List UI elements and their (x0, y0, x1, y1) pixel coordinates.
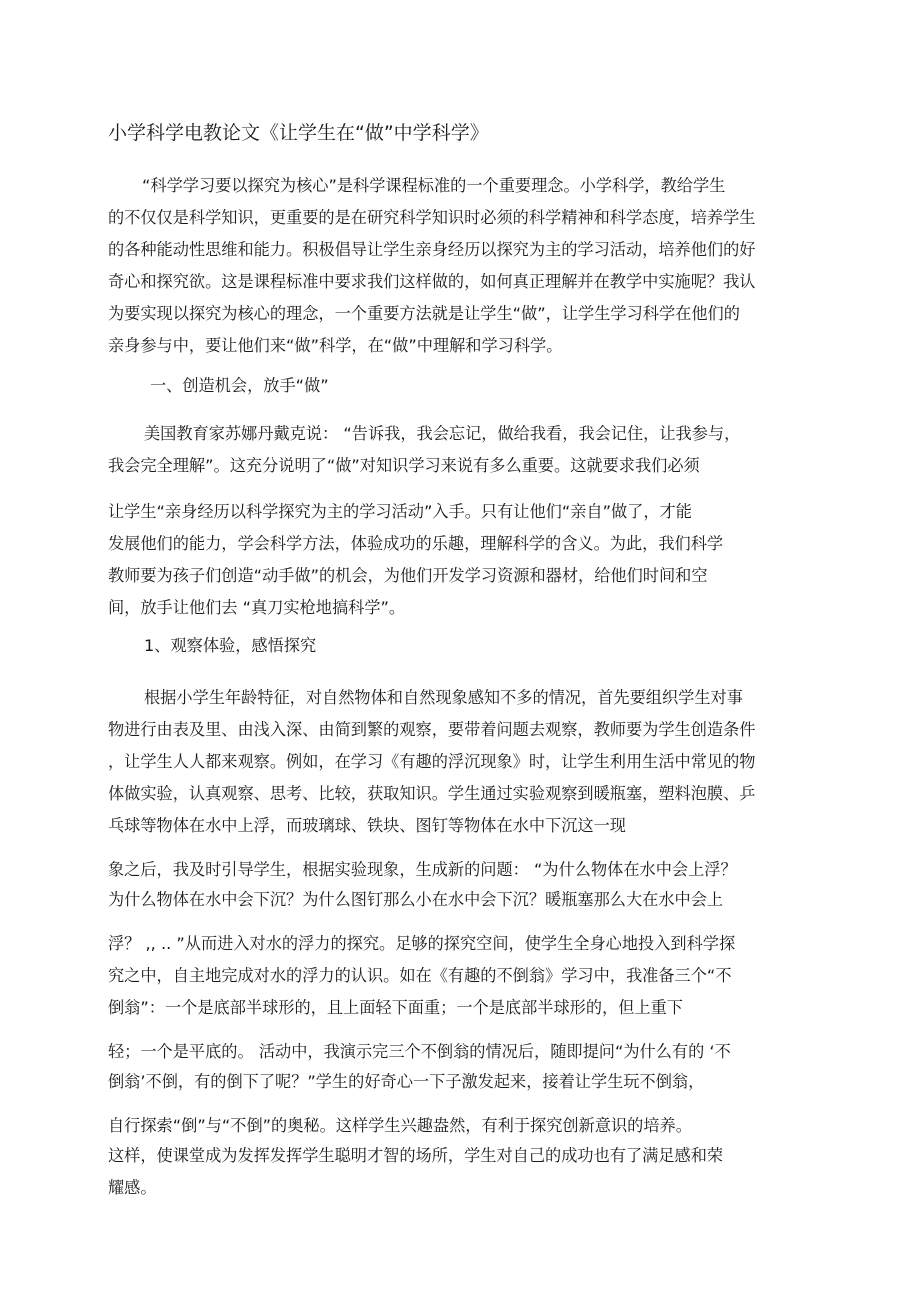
subsection-heading: 1、观察体验，感悟探究 (144, 636, 317, 655)
paragraph-line: 倒翁’不倒，有的倒下了呢？”学生的好奇心一下子激发起来，接着让学生玩不倒翁， (108, 1072, 705, 1091)
paragraph-line: 究之中，自主地完成对水的浮力的认识。如在《有趣的不倒翁》学习中，我准备三个“不 (108, 966, 732, 985)
section-heading: 一、创造机会，放手“做” (150, 376, 329, 395)
paragraph-line: “科学学习要以探究为核心”是科学课程标准的一个重要理念。小学科学，教给学生 (142, 176, 726, 195)
paragraph-line: 浮？ ,, .. ”从而进入对水的浮力的探究。足够的探究空间，使学生全身心地投入到科学探 (108, 934, 736, 953)
paragraph-line: 奇心和探究欲。这是课程标准中要求我们这样做的，如何真正理解并在教学中实施呢？我认 (108, 272, 756, 291)
paragraph-line: 象之后，我及时引导学生，根据实验现象，生成新的问题： “为什么物体在水中会上浮？ (108, 860, 737, 879)
paragraph-line: 让学生“亲身经历以科学探究为主的学习活动”入手。只有让他们“亲自”做了，才能 (108, 502, 692, 521)
paragraph-line: 我会完全理解”。这充分说明了“做”对知识学习来说有多么重要。这就要求我们必须 (108, 456, 700, 475)
paragraph-line: 的各种能动性思维和能力。积极倡导让学生亲身经历以探究为主的学习活动，培养他们的好 (108, 240, 756, 259)
paragraph-line: 物进行由表及里、由浅入深、由简到繁的观察，要带着问题去观察，教师要为学生创造条件 (108, 720, 756, 739)
paragraph-line: 体做实验，认真观察、思考、比较，获取知识。学生通过实验观察到暖瓶塞，塑料泡膜、乒 (108, 784, 756, 803)
paragraph-line: 美国教育家苏娜丹戴克说： “告诉我，我会忘记，做给我看，我会记住，让我参与， (144, 424, 741, 443)
paragraph-line: 这样，使课堂成为发挥发挥学生聪明才智的场所，学生对自己的成功也有了满足感和荣 (108, 1146, 724, 1165)
paragraph-line: 耀感。 (108, 1178, 157, 1197)
paragraph-line: 根据小学生年龄特征，对自然物体和自然现象感知不多的情况，首先要组织学生对事 (144, 688, 743, 707)
paragraph-line: 乓球等物体在水中上浮，而玻璃球、铁块、图钉等物体在水中下沉这一现 (108, 816, 626, 835)
paragraph-line: 间，放手让他们去 “真刀实枪地搞科学”。 (108, 598, 406, 617)
paragraph-line: 为要实现以探究为核心的理念，一个重要方法就是让学生“做”，让学生学习科学在他们的 (108, 304, 740, 323)
paragraph-line: ，让学生人人都来观察。例如，在学习《有趣的浮沉现象》时，让学生利用生活中常见的物 (108, 752, 756, 771)
paragraph-line: 轻；一个是平底的。 活动中，我演示完三个不倒翁的情况后，随即提问“为什么有的 ‘不 (108, 1042, 731, 1061)
paragraph-line: 的不仅仅是科学知识，更重要的是在研究科学知识时必须的科学精神和科学态度，培养学生 (108, 208, 756, 227)
paragraph-line: 为什么物体在水中会下沉？为什么图钉那么小在水中会下沉？暖瓶塞那么大在水中会上 (108, 890, 724, 909)
paragraph-line: 教师要为孩子们创造“动手做”的机会，为他们开发学习资源和器材，给他们时间和空 (108, 566, 708, 585)
paragraph-line: 发展他们的能力，学会科学方法，体验成功的乐趣，理解科学的含义。为此，我们科学 (108, 534, 724, 553)
paragraph-line: 亲身参与中，要让他们来“做”科学，在“做”中理解和学习科学。 (108, 336, 563, 355)
document-title: 小学科学电教论文《让学生在“做”中学科学》 (108, 122, 489, 144)
paragraph-line: 倒翁”：一个是底部半球形的，且上面轻下面重；一个是底部半球形的，但上重下 (108, 998, 683, 1017)
paragraph-line: 自行探索“倒”与“不倒”的奥秘。这样学生兴趣盎然，有利于探究创新意识的培养。 (108, 1116, 692, 1135)
